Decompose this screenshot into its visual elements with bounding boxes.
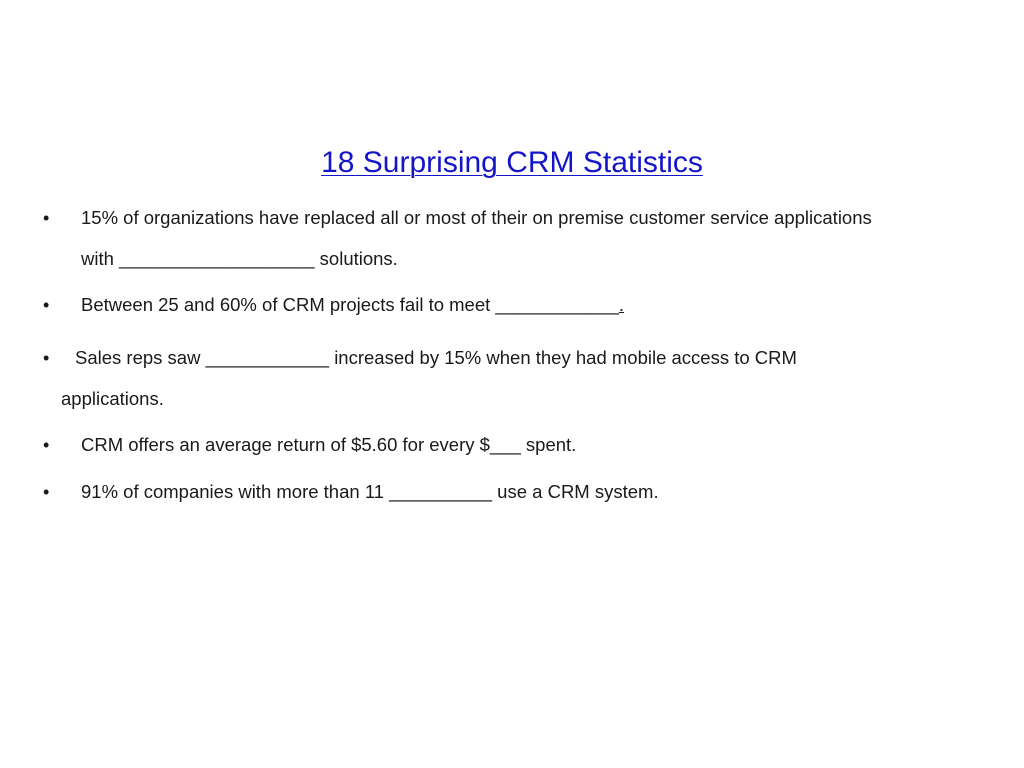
bullet-3-line-2: applications. [61,388,164,409]
bullet-icon: • [43,208,50,228]
bullet-4: CRM offers an average return of $5.60 for every $___ spent. [81,434,577,455]
bullet-2 [81,293,624,317]
bullet-1-line-2: with ___________________ solutions. [81,248,398,269]
bullet-5: 91% of companies with more than 11 __________ use a CRM system. [81,481,659,502]
bullet-1-line-1: 15% of organizations have replaced all or most of their on premise customer service applications [81,207,872,228]
bullet-icon: • [43,435,50,455]
bullet-icon: • [43,482,50,502]
bullet-icon: • [43,295,50,315]
bullet-icon: • [43,348,50,368]
bullet-2-period: . [618,294,625,315]
bullet-3-line-1: Sales reps saw ____________ increased by 15% when they had mobile access to CRM [75,347,797,368]
bullet-2-text: Between 25 and 60% of CRM projects fail to meet ____________ [81,294,619,315]
slide-title-link[interactable]: 18 Surprising CRM Statistics [321,146,703,179]
